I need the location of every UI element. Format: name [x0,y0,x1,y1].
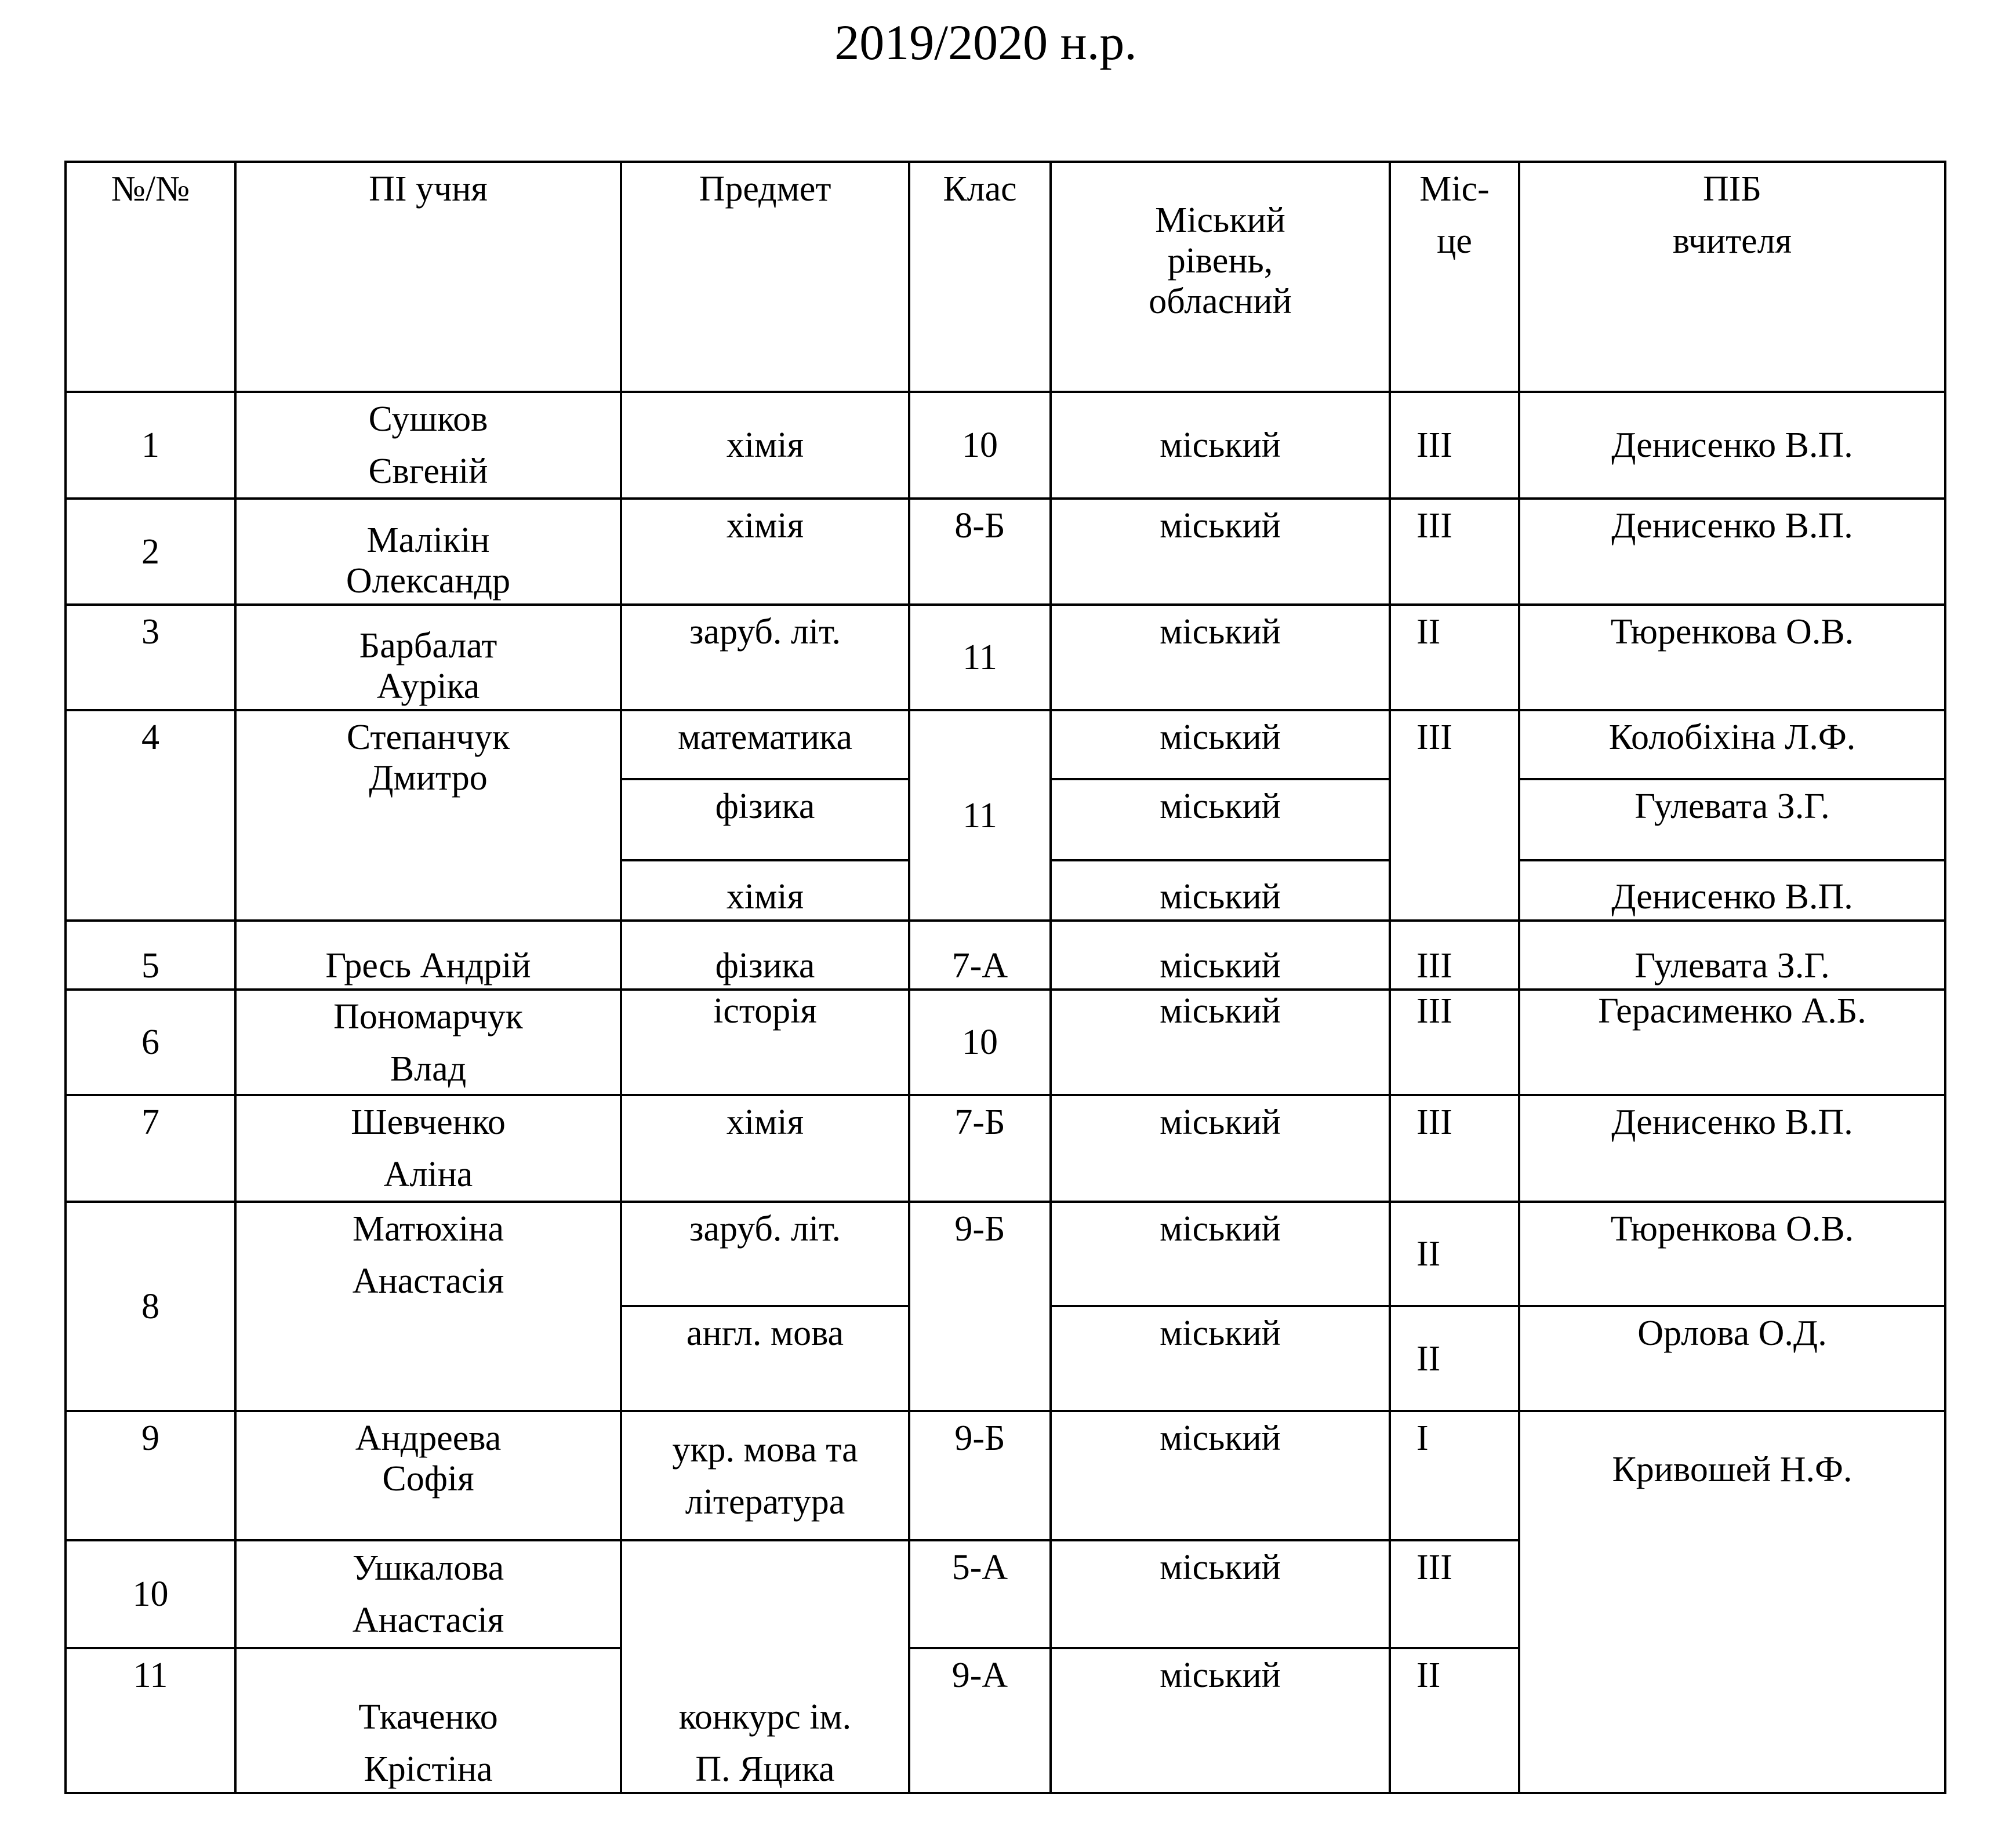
student-name [235,392,621,499]
subject-line: література [685,1482,845,1522]
student-name: Гресь Андрій [235,921,621,990]
name-line: Барбалат [359,626,497,665]
name-line: Степанчук [346,718,510,757]
row-num: 1 [66,392,235,499]
level: міський [1051,1540,1390,1648]
student-name [235,499,621,605]
name-line: Матюхіна [353,1209,504,1249]
name-line: Малікін [366,521,490,560]
subject: хімія [621,860,909,921]
subject: англ. мова [621,1306,909,1411]
subject-line: укр. мова та [672,1430,858,1470]
place: ІІІ [1390,392,1519,499]
class: 7-Б [909,1095,1051,1202]
row-num: 6 [66,990,235,1095]
row-num: 3 [66,605,235,710]
header-class: Клас [909,162,1051,392]
header-place-line: Міс- [1419,169,1490,209]
level: міський [1051,990,1390,1095]
teacher: Тюренкова О.В. [1519,1202,1945,1306]
row-num: 11 [66,1648,235,1793]
header-place [1390,162,1519,392]
name-line: Ушкалова [352,1548,504,1588]
subject: хімія [621,499,909,605]
place: ІІІ [1390,1095,1519,1202]
subject: історія [621,990,909,1095]
name-line: Ауріка [376,667,480,706]
name-line: Анастасія [352,1601,504,1640]
header-name: ПІ учня [235,162,621,392]
table-row [66,1411,1945,1540]
name-line: Крістіна [364,1750,493,1789]
subject: заруб. літ. [621,1202,909,1306]
class: 9-А [909,1648,1051,1793]
student-name [235,1540,621,1648]
name-line: Софія [382,1459,474,1499]
place: І [1390,1411,1519,1540]
header-level-line: обласний [1149,282,1292,321]
row-num: 8 [66,1202,235,1411]
results-table [64,161,1946,1794]
name-line: Ткаченко [358,1697,498,1737]
header-row [66,162,1945,392]
subject: хімія [621,1095,909,1202]
name-line: Пономарчук [333,997,523,1036]
subject [621,1411,909,1540]
teacher: Гулевата З.Г. [1519,921,1945,990]
teacher: Гулевата З.Г. [1519,779,1945,860]
student-name [235,710,621,921]
header-teacher-line: ПІБ [1702,169,1762,209]
class: 8-Б [909,499,1051,605]
name-line: Шевченко [351,1103,506,1142]
table-row [66,921,1945,990]
level: міський [1051,921,1390,990]
name-line: Олександр [346,561,511,601]
name-line: Анастасія [352,1261,504,1301]
place: ІІІ [1390,499,1519,605]
subject: фізика [621,921,909,990]
place: ІІІ [1390,710,1519,921]
subject: фізика [621,779,909,860]
student-name [235,1202,621,1411]
level: міський [1051,499,1390,605]
row-num: 10 [66,1540,235,1648]
table-row [66,605,1945,710]
teacher: Тюренкова О.В. [1519,605,1945,710]
level: міський [1051,1648,1390,1793]
header-teacher-line: вчителя [1672,221,1792,261]
header-subject: Предмет [621,162,909,392]
student-name [235,1411,621,1540]
teacher: Орлова О.Д. [1519,1306,1945,1411]
table-row [66,1095,1945,1202]
table-row [66,710,1945,779]
teacher: Денисенко В.П. [1519,392,1945,499]
header-teacher [1519,162,1945,392]
level: міський [1051,779,1390,860]
place: ІІ [1390,1306,1519,1411]
page-title: 2019/2020 н.р. [834,14,1137,70]
place: ІІІ [1390,1540,1519,1648]
row-num: 4 [66,710,235,921]
place: ІІІ [1390,990,1519,1095]
subject-line: конкурс ім. [678,1697,852,1737]
table-row [66,990,1945,1095]
level: міський [1051,1095,1390,1202]
class: 11 [909,605,1051,710]
table-row [66,392,1945,499]
teacher: Колобіхіна Л.Ф. [1519,710,1945,779]
level: міський [1051,860,1390,921]
class: 10 [909,392,1051,499]
class: 9-Б [909,1202,1051,1411]
teacher: Денисенко В.П. [1519,1095,1945,1202]
level: міський [1051,392,1390,499]
header-num: №/№ [66,162,235,392]
place: ІІ [1390,605,1519,710]
subject: заруб. літ. [621,605,909,710]
level: міський [1051,710,1390,779]
place: ІІ [1390,1202,1519,1306]
subject: хімія [621,392,909,499]
student-name [235,1095,621,1202]
subject: математика [621,710,909,779]
name-line: Влад [390,1049,467,1089]
level: міський [1051,1306,1390,1411]
header-level-line: Міський [1155,201,1285,240]
row-num: 5 [66,921,235,990]
student-name [235,990,621,1095]
level: міський [1051,605,1390,710]
name-line: Аліна [383,1155,473,1194]
name-line: Сушков [368,399,488,439]
row-num: 9 [66,1411,235,1540]
student-name [235,605,621,710]
teacher: Денисенко В.П. [1519,860,1945,921]
teacher: Кривошей Н.Ф. [1519,1411,1945,1793]
class: 9-Б [909,1411,1051,1540]
teacher: Денисенко В.П. [1519,499,1945,605]
row-num: 2 [66,499,235,605]
name-line: Дмитро [369,758,488,798]
subject [621,1540,909,1793]
name-line: Євгеній [368,452,488,491]
header-level [1051,162,1390,392]
teacher: Герасименко А.Б. [1519,990,1945,1095]
header-place-line: це [1437,221,1472,261]
subject-line: П. Яцика [695,1750,835,1789]
level: міський [1051,1411,1390,1540]
table-row [66,499,1945,605]
level: міський [1051,1202,1390,1306]
table-row [66,1202,1945,1306]
student-name [235,1648,621,1793]
place: ІІІ [1390,921,1519,990]
row-num: 7 [66,1095,235,1202]
header-level-line: рівень, [1167,241,1273,281]
class: 5-А [909,1540,1051,1648]
class: 10 [909,990,1051,1095]
name-line: Андреева [355,1419,502,1458]
place: ІІ [1390,1648,1519,1793]
class: 7-А [909,921,1051,990]
class: 11 [909,710,1051,921]
